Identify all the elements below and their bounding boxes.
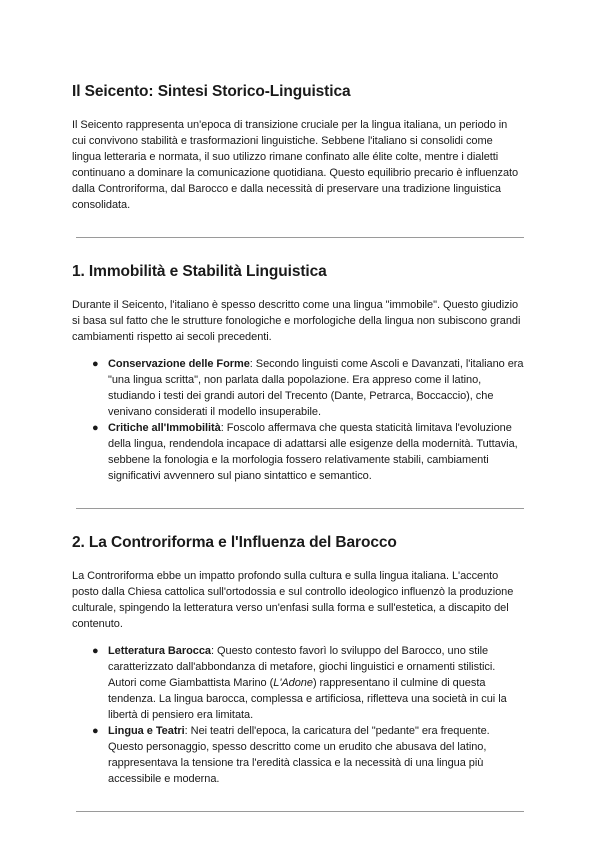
intro-paragraph: Il Seicento rappresenta un'epoca di transizione cruciale per la lingua italiana, un periodo in cui convivono stabilità e trasformazioni linguistiche. Sebbene l'italiano si consolidi come lingua letteraria e normata, il suo utilizzo rimane confinato alle élite colte, mentre i dialetti continuano a dominare la comunicazione quotidiana. Questo equilibrio precario è influenzato dalla Controriforma, dal Barocco e dalla necessità di preservare una tradizione linguistica consolidata. <box>72 119 519 211</box>
book-title: L'Adone <box>273 677 313 689</box>
bullet-text: : Foscolo affermava che questa staticità limitava l'evoluzione della lingua, rendendola incapace di adattarsi alle esigenze della modernità. Tuttavia, sebbene la fonologia e la morfologia fossero relativamente stabili, cambiamenti significativi avvennero sul piano sintattico e semantico. <box>108 422 518 482</box>
section-paragraph: Durante il Seicento, l'italiano è spesso descritto come una lingua "immobile". Questo giudizio si basa sul fatto che le strutture fonologiche e morfologiche della lingua non subiscono grandi cambiamenti rispetto ai secoli precedenti. <box>72 299 521 343</box>
list-item <box>92 356 524 420</box>
section-divider <box>76 237 524 238</box>
bullet-list <box>72 356 524 484</box>
section-paragraph: La Controriforma ebbe un impatto profondo sulla cultura e sulla lingua italiana. L'accento posto dalla Chiesa cattolica sull'ortodossia e sul controllo ideologico influenzò la produzione culturale, spingendo la letteratura verso un'enfasi sulla forma e sull'estetica, a discapito del contenuto. <box>72 570 514 630</box>
section-heading: 1. Immobilità e Stabilità Linguistica <box>72 263 327 280</box>
bullet-term: Conservazione delle Forme <box>108 358 250 370</box>
bullet-term: Lingua e Teatri <box>108 725 185 737</box>
bullet-icon: ● <box>92 422 99 434</box>
bullet-text: : Secondo linguisti come Ascoli e Davanzati, l'italiano era "una lingua scritta", non parlata dalla popolazione. Era appreso come il latino, studiando i testi dei grandi autori del Trecento (Dante, Petrarca, Boccaccio), che venivano considerati il modello insuperabile. <box>108 358 524 418</box>
bullet-icon: ● <box>92 358 99 370</box>
document-title: Il Seicento: Sintesi Storico-Linguistica <box>72 83 351 100</box>
bullet-icon: ● <box>92 725 99 737</box>
list-item <box>92 643 524 723</box>
document-body <box>72 82 524 836</box>
bullet-text: ) rappresentano il culmine di questa tendenza. La lingua barocca, complessa e artificiosa, rifletteva una società in cui la libertà di pensiero era limitata. <box>108 677 507 721</box>
bullet-term: Critiche all'Immobilità <box>108 422 221 434</box>
bullet-text: : Nei teatri dell'epoca, la caricatura del "pedante" era frequente. Questo personaggio, spesso descritto come un erudito che abusava del latino, rappresentava la tensione tra l'eredità classica e la necessità di una lingua più accessibile e moderna. <box>108 725 490 785</box>
bullet-term: Letteratura Barocca <box>108 645 211 657</box>
section-divider <box>76 811 524 812</box>
list-item <box>92 420 524 484</box>
bullet-list <box>72 643 524 787</box>
section-divider <box>76 508 524 509</box>
list-item <box>92 723 524 787</box>
bullet-icon: ● <box>92 645 99 657</box>
bullet-text: : Questo contesto favorì lo sviluppo del Barocco, uno stile caratterizzato dall'abbondanza di metafore, giochi linguistici e ornamenti stilistici. Autori come Giambattista Marino ( <box>108 645 496 689</box>
section-heading: 2. La Controriforma e l'Influenza del Barocco <box>72 534 397 551</box>
